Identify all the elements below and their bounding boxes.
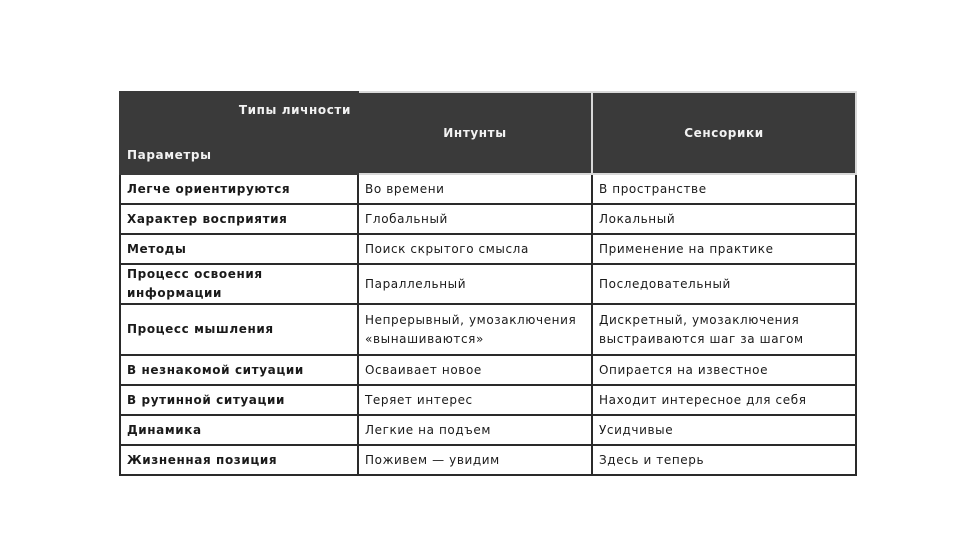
sensorics-header: Сенсорики (592, 92, 856, 174)
sensorics-value: Локальный (592, 204, 856, 234)
intuitives-value: Теряет интерес (358, 385, 592, 415)
table-header-row (120, 92, 856, 174)
intuitives-value: Во времени (358, 174, 592, 204)
row-parameter: Легче ориентируются (120, 174, 358, 204)
sensorics-value: Опирается на известное (592, 355, 856, 385)
table-row (120, 445, 856, 475)
table-row (120, 415, 856, 445)
table-row (120, 355, 856, 385)
intuitives-value: Поживем — увидим (358, 445, 592, 475)
sensorics-value: В пространстве (592, 174, 856, 204)
table-row (120, 234, 856, 264)
comparison-table-container (119, 91, 855, 467)
row-parameter: Жизненная позиция (120, 445, 358, 475)
row-parameter: Характер восприятия (120, 204, 358, 234)
personality-types-table (119, 91, 857, 476)
corner-header-cell (120, 92, 358, 174)
row-parameter: Динамика (120, 415, 358, 445)
sensorics-value: Усидчивые (592, 415, 856, 445)
intuitives-header: Интунты (358, 92, 592, 174)
intuitives-value: Непрерывный, умозаключения «вынашиваются» (358, 304, 592, 355)
row-parameter: Методы (120, 234, 358, 264)
intuitives-value: Поиск скрытого смысла (358, 234, 592, 264)
sensorics-value: Последовательный (592, 264, 856, 304)
sensorics-value: Здесь и теперь (592, 445, 856, 475)
sensorics-value: Находит интересное для себя (592, 385, 856, 415)
row-parameter: В рутинной ситуации (120, 385, 358, 415)
row-parameter: Процесс освоения информации (120, 264, 358, 304)
intuitives-value: Осваивает новое (358, 355, 592, 385)
sensorics-value: Дискретный, умозаключения выстраиваются шаг за шагом (592, 304, 856, 355)
table-row (120, 174, 856, 204)
table-row (120, 264, 856, 304)
table-row (120, 204, 856, 234)
sensorics-value: Применение на практике (592, 234, 856, 264)
intuitives-value: Легкие на подъем (358, 415, 592, 445)
row-parameter: Процесс мышления (120, 304, 358, 355)
table-row (120, 304, 856, 355)
intuitives-value: Параллельный (358, 264, 592, 304)
row-parameter: В незнакомой ситуации (120, 355, 358, 385)
table-row (120, 385, 856, 415)
parameters-label: Параметры (127, 148, 212, 162)
personality-types-label: Типы личности (238, 103, 351, 117)
intuitives-value: Глобальный (358, 204, 592, 234)
